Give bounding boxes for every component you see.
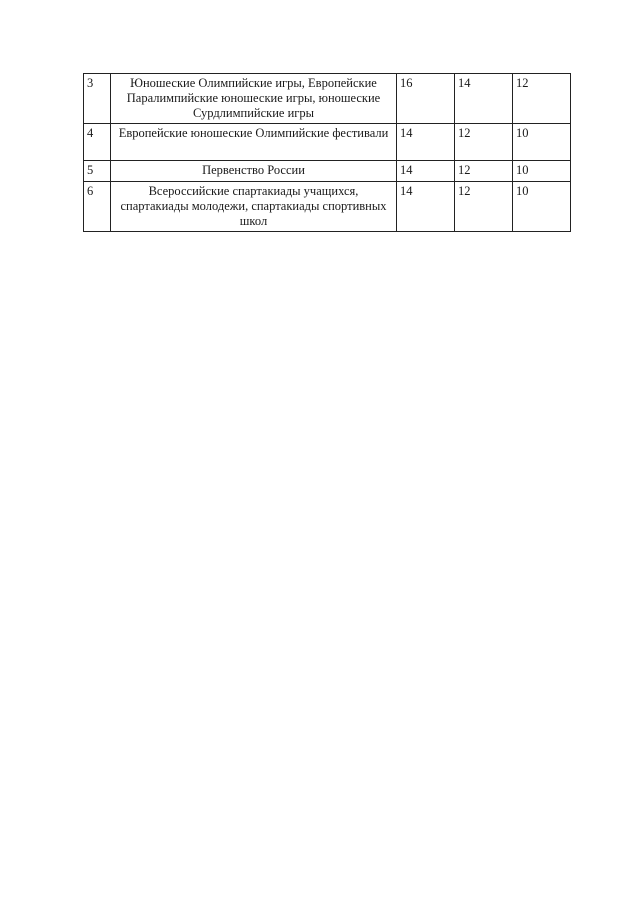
table-row xyxy=(84,182,571,232)
row-number: 3 xyxy=(84,74,111,124)
row-number: 4 xyxy=(84,124,111,161)
table-row xyxy=(84,124,571,161)
value-cell-1: 14 xyxy=(397,182,455,232)
value-cell-3: 12 xyxy=(513,74,571,124)
row-number: 6 xyxy=(84,182,111,232)
value-cell-3: 10 xyxy=(513,161,571,182)
value-cell-2: 12 xyxy=(455,124,513,161)
table-row xyxy=(84,74,571,124)
competition-name: Первенство России xyxy=(111,161,397,182)
row-number: 5 xyxy=(84,161,111,182)
value-cell-3: 10 xyxy=(513,182,571,232)
value-cell-2: 12 xyxy=(455,161,513,182)
competition-name: Юношеские Олимпийские игры, Европейские Паралимпийские юношеские игры, юношеские Сурдлимпийские игры xyxy=(111,74,397,124)
value-cell-1: 14 xyxy=(397,161,455,182)
value-cell-1: 14 xyxy=(397,124,455,161)
competitions-table xyxy=(83,73,571,232)
value-cell-2: 14 xyxy=(455,74,513,124)
competition-name: Всероссийские спартакиады учащихся, спартакиады молодежи, спартакиады спортивных школ xyxy=(111,182,397,232)
competition-name: Европейские юношеские Олимпийские фестивали xyxy=(111,124,397,161)
value-cell-2: 12 xyxy=(455,182,513,232)
table-row xyxy=(84,161,571,182)
value-cell-1: 16 xyxy=(397,74,455,124)
value-cell-3: 10 xyxy=(513,124,571,161)
